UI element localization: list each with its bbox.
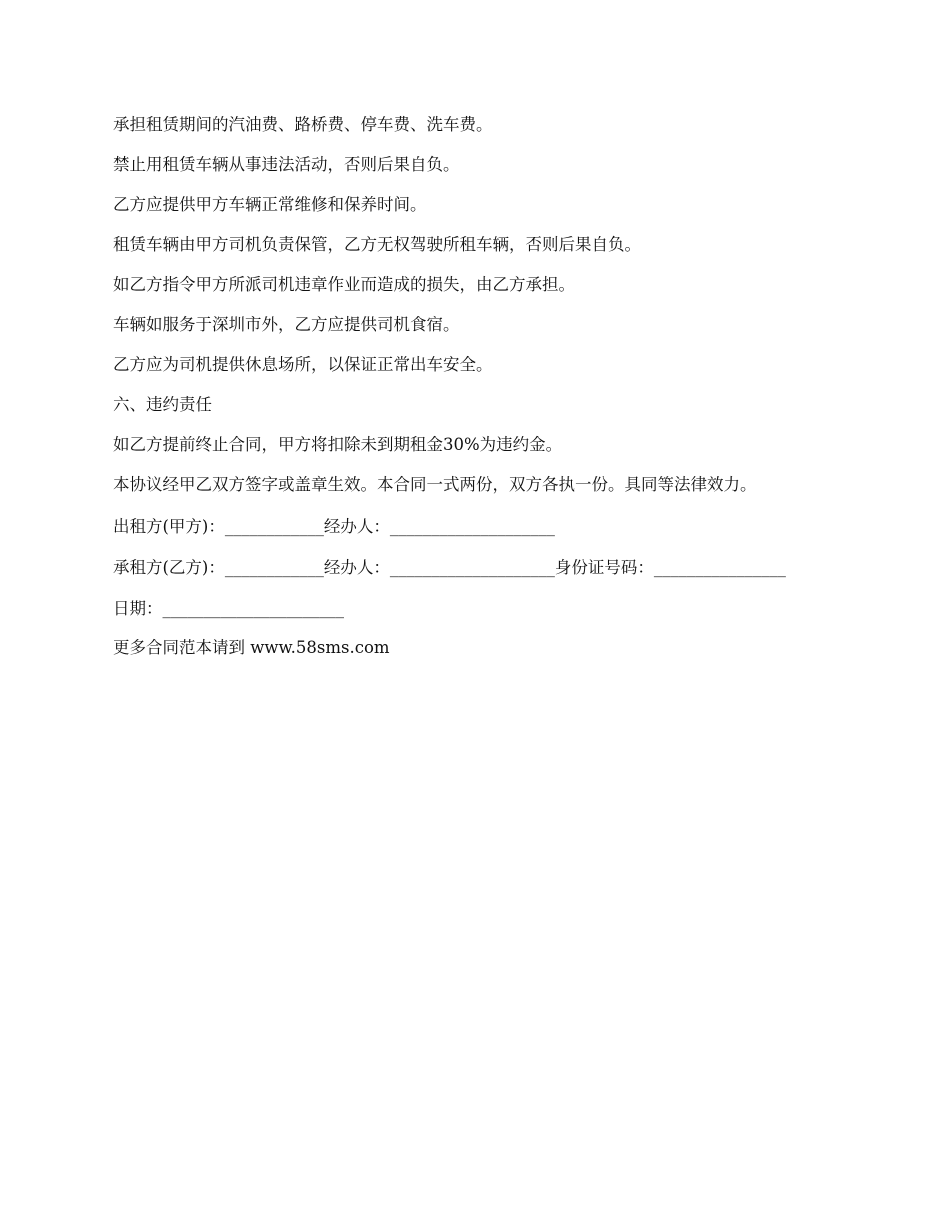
date-line: 日期：______________________	[113, 599, 344, 618]
clause-effectiveness: 本协议经甲乙双方签字或盖章生效。本合同一式两份，双方各执一份。具同等法律效力。	[113, 475, 757, 494]
signature-line-lessee: 承租方(乙方)：____________经办人：____________________身份证号码：________________	[113, 558, 786, 577]
section-heading-breach: 六、违约责任	[113, 395, 212, 414]
clause-rest-area: 乙方应为司机提供休息场所，以保证正常出车安全。	[113, 355, 493, 374]
footer-note: 更多合同范本请到 www.58sms.com	[113, 638, 390, 657]
clause-early-termination: 如乙方提前终止合同，甲方将扣除未到期租金30%为违约金。	[113, 435, 563, 454]
clause-driver-accommodation: 车辆如服务于深圳市外，乙方应提供司机食宿。	[113, 315, 460, 334]
clause-vehicle-custody: 租赁车辆由甲方司机负责保管，乙方无权驾驶所租车辆，否则后果自负。	[113, 235, 641, 254]
clause-fuel-fees: 承担租赁期间的汽油费、路桥费、停车费、洗车费。	[113, 115, 493, 134]
clause-violation-loss: 如乙方指令甲方所派司机违章作业而造成的损失，由乙方承担。	[113, 275, 575, 294]
clause-maintenance-time: 乙方应提供甲方车辆正常维修和保养时间。	[113, 195, 427, 214]
clause-illegal-use: 禁止用租赁车辆从事违法活动，否则后果自负。	[113, 155, 460, 174]
signature-line-lessor: 出租方(甲方)：____________经办人：____________________	[113, 517, 555, 536]
document-body	[113, 112, 843, 675]
